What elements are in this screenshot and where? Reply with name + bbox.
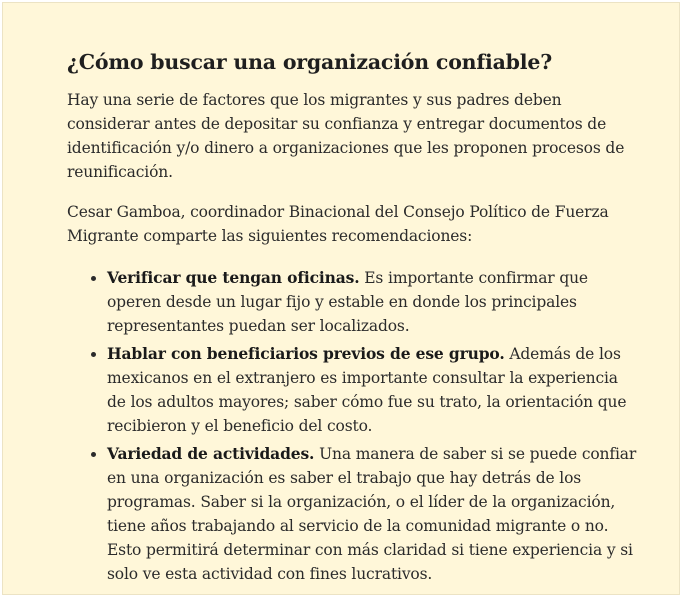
recommendation-title: Hablar con beneficiarios previos de ese grupo.	[107, 344, 505, 363]
recommendations-list	[67, 266, 637, 586]
recommendation-text: Además de los mexicanos en el extranjero es importante consultar la experiencia de los adultos mayores; saber cómo fue su trato, la orientación que recibieron y el beneficio del costo.	[107, 345, 627, 435]
list-item	[107, 342, 637, 438]
list-item	[107, 266, 637, 338]
article-content	[67, 47, 637, 590]
attribution-paragraph: Cesar Gamboa, coordinador Binacional del Consejo Político de Fuerza Migrante comparte las siguientes recomendaciones:	[67, 203, 609, 245]
recommendation-text: Es importante confirmar que operen desde un lugar fijo y estable en donde los principales representantes puedan ser localizados.	[107, 269, 588, 335]
list-item	[107, 442, 637, 586]
article-card	[2, 2, 680, 595]
article-heading: ¿Cómo buscar una organización confiable?	[67, 50, 553, 74]
recommendation-title: Variedad de actividades.	[107, 444, 315, 463]
recommendation-text: Una manera de saber si se puede confiar en una organización es saber el trabajo que hay detrás de los programas. Saber si la organización, o el líder de la organización, tiene años trabajando al servicio de la comunidad migrante o no. Esto permitirá determinar con más claridad si tiene experiencia y si solo ve esta actividad con fines lucrativos.	[107, 445, 637, 583]
intro-paragraph: Hay una serie de factores que los migrantes y sus padres deben considerar antes de depositar su confianza y entregar documentos de identificación y/o dinero a organizaciones que les proponen procesos de reunificación.	[67, 91, 625, 181]
recommendation-title: Verificar que tengan oficinas.	[107, 268, 360, 287]
